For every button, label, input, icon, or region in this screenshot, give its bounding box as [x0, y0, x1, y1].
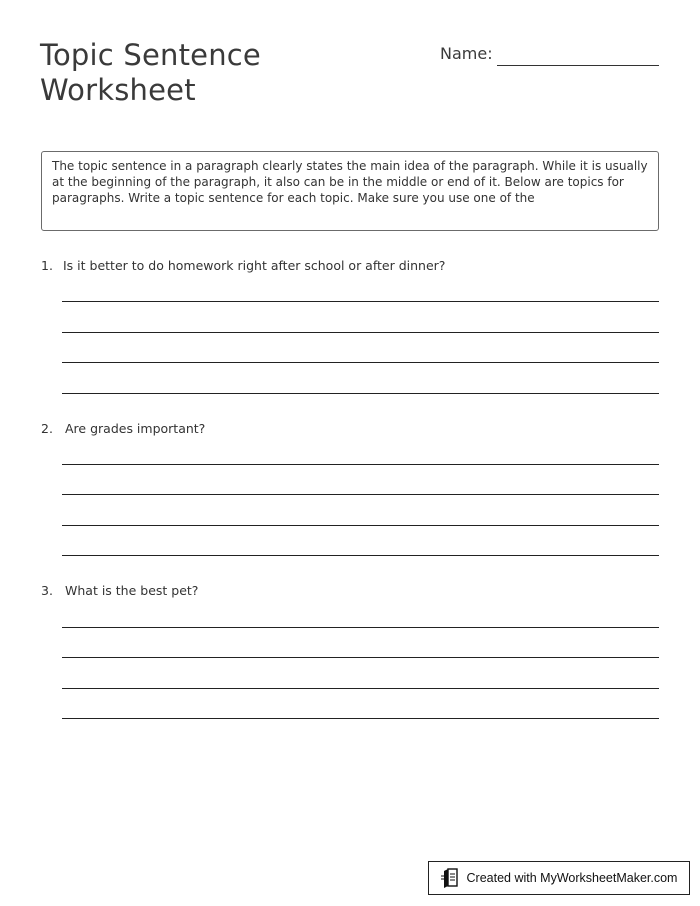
answer-line[interactable]: [62, 688, 659, 689]
question-text: What is the best pet?: [65, 583, 199, 598]
question-3: [41, 583, 198, 598]
question-number: 3.: [41, 583, 53, 598]
answer-line[interactable]: [62, 301, 659, 302]
title-line-1: Topic Sentence: [40, 38, 261, 72]
question-text: Is it better to do homework right after school or after dinner?: [63, 258, 446, 273]
question-2: [41, 421, 205, 436]
question-1: [41, 258, 445, 273]
answer-line[interactable]: [62, 332, 659, 333]
book-logo-icon: [441, 867, 459, 889]
answer-line[interactable]: [62, 657, 659, 658]
name-label: Name:: [440, 44, 493, 63]
title-line-2: Worksheet: [40, 73, 196, 107]
question-number: 2.: [41, 421, 53, 436]
answer-line[interactable]: [62, 627, 659, 628]
answer-line[interactable]: [62, 718, 659, 719]
answer-line[interactable]: [62, 464, 659, 465]
question-number: 1.: [41, 258, 53, 273]
worksheet-title: [40, 38, 261, 108]
answer-line[interactable]: [62, 393, 659, 394]
answer-line[interactable]: [62, 494, 659, 495]
name-answer-line[interactable]: [497, 65, 659, 66]
answer-line[interactable]: [62, 555, 659, 556]
answer-line[interactable]: [62, 525, 659, 526]
answer-line[interactable]: [62, 362, 659, 363]
created-with-badge[interactable]: [428, 861, 690, 895]
instructions-box: The topic sentence in a paragraph clearly states the main idea of the paragraph. While it is usually at the beginning of the paragraph, it also can be in the middle or end of it. Below are topics for paragraphs. Write a topic sentence for each topic. Make sure you use one of the: [41, 151, 659, 231]
badge-text: Created with MyWorksheetMaker.com: [466, 871, 678, 885]
question-text: Are grades important?: [65, 421, 206, 436]
